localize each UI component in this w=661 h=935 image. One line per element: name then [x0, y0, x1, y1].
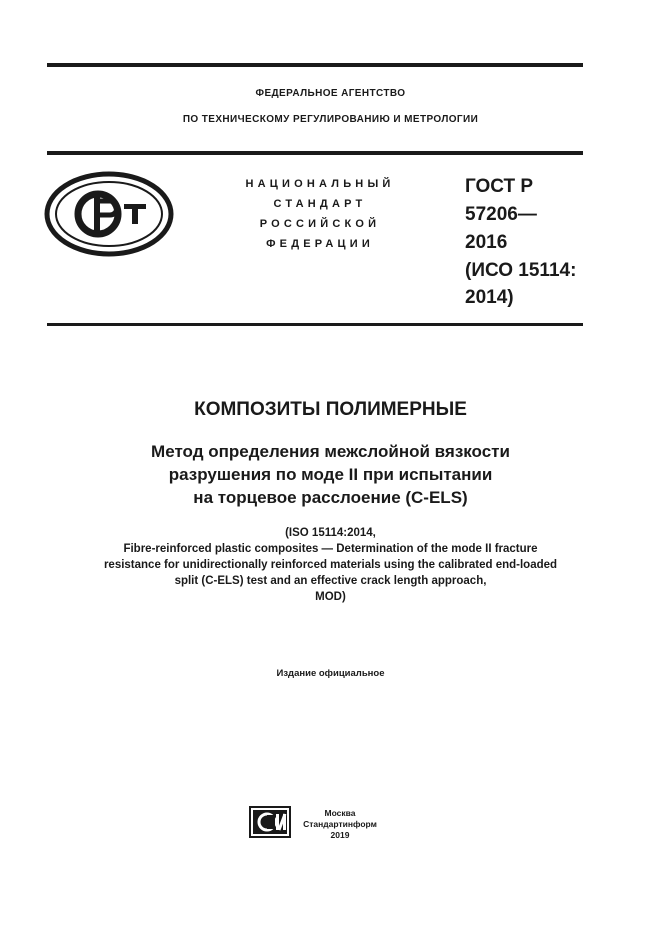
document-title: КОМПОЗИТЫ ПОЛИМЕРНЫЕ	[194, 399, 467, 420]
standard-type-line-4: ФЕДЕРАЦИИ	[266, 238, 374, 250]
standard-type-line-2: СТАНДАРТ	[273, 198, 367, 210]
agency-line-2: ПО ТЕХНИЧЕСКОМУ РЕГУЛИРОВАНИЮ И МЕТРОЛОГИИ	[182, 114, 479, 125]
designation-line-4: (ИСО 15114:	[465, 260, 577, 281]
designation-line-1: ГОСТ Р	[465, 176, 534, 197]
iso-reference-line-5: MOD)	[315, 591, 346, 603]
publisher-year: 2019	[330, 830, 350, 840]
subtitle-line-2: разрушения по моде II при испытании	[168, 465, 493, 484]
iso-reference-line-4: split (C-ELS) test and an effective crack length approach,	[174, 575, 487, 587]
standard-type-line-3: РОССИЙСКОЙ	[259, 218, 381, 230]
subtitle-line-1: Метод определения межслойной вязкости	[151, 442, 510, 461]
standard-type-line-1: НАЦИОНАЛЬНЫЙ	[245, 178, 395, 190]
iso-reference-line-1: (ISO 15114:2014,	[285, 527, 376, 539]
designation-line-3: 2016	[465, 232, 508, 253]
edition-note: Издание официальное	[276, 668, 385, 679]
iso-reference-line-3: resistance for unidirectionally reinforced materials using the calibrated end-loaded	[103, 559, 558, 571]
designation-line-5: 2014)	[465, 287, 514, 308]
publisher-logo-icon	[249, 806, 291, 838]
top-rule	[47, 63, 583, 67]
publisher-name: Стандартинформ	[303, 819, 377, 829]
subtitle-line-3: на торцевое расслоение (C-ELS)	[193, 488, 468, 507]
agency-line-1: ФЕДЕРАЛЬНОЕ АГЕНТСТВО	[255, 88, 406, 99]
iso-reference-line-2: Fibre-reinforced plastic composites — Determination of the mode II fracture	[123, 543, 538, 555]
designation-line-2: 57206—	[465, 204, 537, 225]
publisher-city: Москва	[324, 808, 356, 818]
body-rule	[47, 323, 583, 326]
rst-logo-icon	[44, 171, 174, 257]
header-rule	[47, 151, 583, 155]
